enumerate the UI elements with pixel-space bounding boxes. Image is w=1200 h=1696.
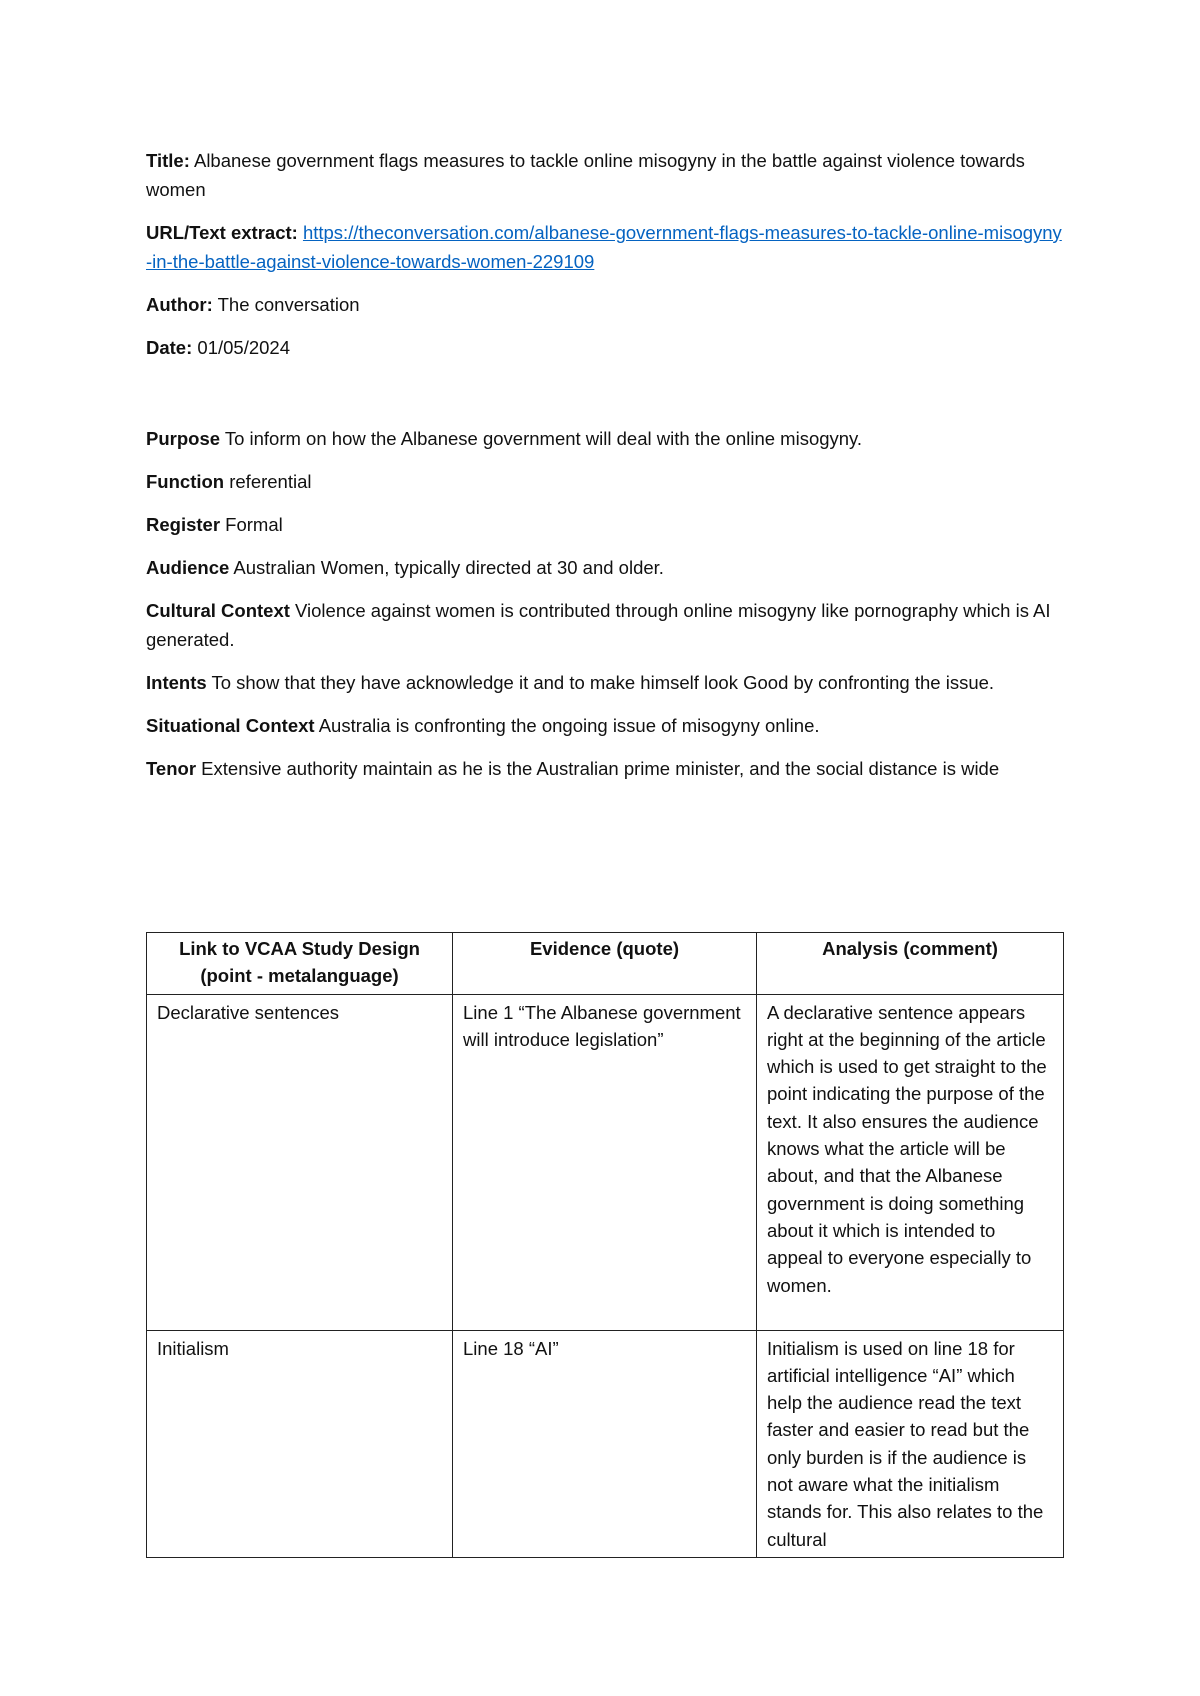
article-link[interactable]: https://theconversation.com/albanese-government-flags-measures-to-tackle-online-misogyny-in-the-battle-against-violence-towards-women-229109	[146, 222, 1062, 272]
cultural-context-value: Violence against women is contributed through online misogyny like pornography which is AI generated.	[146, 600, 1051, 650]
author-label: Author:	[146, 294, 213, 315]
register-value: Formal	[225, 514, 283, 535]
author-field	[146, 290, 1062, 319]
document-body	[146, 146, 1062, 797]
table-cell-point: Initialism	[147, 1330, 453, 1557]
situational-context-label: Situational Context	[146, 715, 315, 736]
date-value: 01/05/2024	[197, 337, 290, 358]
intents-label: Intents	[146, 672, 207, 693]
register-label: Register	[146, 514, 221, 535]
url-field	[146, 218, 1062, 276]
register-field	[146, 510, 1062, 539]
function-value: referential	[229, 471, 312, 492]
purpose-value: To inform on how the Albanese government will deal with the online misogyny.	[224, 428, 863, 449]
purpose-label: Purpose	[146, 428, 221, 449]
table-row	[147, 994, 1064, 1330]
analysis-table	[146, 932, 1064, 1558]
table-cell-evidence: Line 1 “The Albanese government will introduce legislation”	[453, 994, 757, 1330]
function-field	[146, 467, 1062, 496]
table-row	[147, 1330, 1064, 1557]
tenor-label: Tenor	[146, 758, 197, 779]
table-cell-analysis: A declarative sentence appears right at the beginning of the article which is used to get straight to the point indicating the purpose of the text. It also ensures the audience knows what the article will be about, and that the Albanese government is doing something about it which is intended to appeal to everyone especially to women.	[757, 994, 1064, 1330]
function-label: Function	[146, 471, 225, 492]
title-label: Title:	[146, 150, 190, 171]
author-value: The conversation	[217, 294, 360, 315]
audience-label: Audience	[146, 557, 230, 578]
date-label: Date:	[146, 337, 193, 358]
situational-context-value: Australia is confronting the ongoing issue of misogyny online.	[318, 715, 820, 736]
header-link-to-study-design: Link to VCAA Study Design (point - metalanguage)	[147, 933, 453, 995]
header-analysis: Analysis (comment)	[757, 933, 1064, 995]
table-cell-analysis: Initialism is used on line 18 for artificial intelligence “AI” which help the audience read the text faster and easier to read but the only burden is if the audience is not aware what the initialism stands for. This also relates to the cultural	[757, 1330, 1064, 1557]
title-value: Albanese government flags measures to tackle online misogyny in the battle against violence towards women	[146, 150, 1025, 200]
section-spacer	[146, 376, 1062, 424]
situational-context-field	[146, 711, 1062, 740]
table-cell-evidence: Line 18 “AI”	[453, 1330, 757, 1557]
cultural-context-label: Cultural Context	[146, 600, 290, 621]
purpose-field	[146, 424, 1062, 453]
table-header-row	[147, 933, 1064, 995]
date-field	[146, 333, 1062, 362]
cultural-context-field	[146, 596, 1062, 654]
intents-value: To show that they have acknowledge it and to make himself look Good by confronting the issue.	[211, 672, 995, 693]
intents-field	[146, 668, 1062, 697]
tenor-value: Extensive authority maintain as he is the Australian prime minister, and the social distance is wide	[201, 758, 1000, 779]
url-label: URL/Text extract:	[146, 222, 298, 243]
table-cell-point: Declarative sentences	[147, 994, 453, 1330]
header-evidence: Evidence (quote)	[453, 933, 757, 995]
audience-field	[146, 553, 1062, 582]
audience-value: Australian Women, typically directed at 30 and older.	[233, 557, 664, 578]
title-field	[146, 146, 1062, 204]
tenor-field	[146, 754, 1062, 783]
